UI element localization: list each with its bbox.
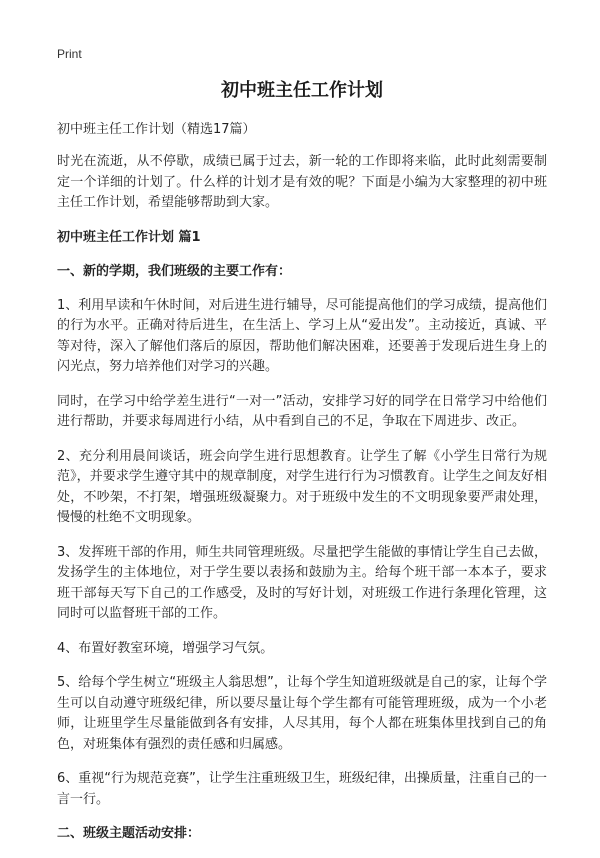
paragraph-4: 3、发挥班干部的作用，师生共同管理班级。尽量把学生能做的事情让学生自己去做，发扬学生的主体地位，对于学生要以表扬和鼓励为主。给每个班干部一本本子，要求班干部每天写下自己的工作感受，及时的写好计划，对班级工作进行条理化管理，这同时可以监督班干部的工作。 bbox=[57, 544, 547, 621]
document-title: 初中班主任工作计划 bbox=[221, 80, 383, 101]
print-link[interactable]: Print bbox=[57, 47, 82, 61]
paragraph-6: 5、给每个学生树立“班级主人翁思想”，让每个学生知道班级就是自己的家，让每个学生可以自动遵守班级纪律，所以要尽量让每个学生都有可能管理班级，成为一个小老师，让班里学生尽量能做到各有安排，人尽其用，每个人都在班集体里找到自己的角色，对班集体有强烈的责任感和归属感。 bbox=[57, 675, 547, 752]
document-subtitle: 初中班主任工作计划（精选17篇） bbox=[57, 122, 256, 137]
heading-activities: 二、班级主题活动安排： bbox=[57, 826, 201, 841]
paragraph-1: 1、利用早读和午休时间，对后进生进行辅导，尽可能提高他们的学习成绩，提高他们的行为水平。正确对待后进生，在生活上、学习上从“爱出发”。主动接近，真诚、平等对待，深入了解他们落后的原因，帮助他们解决困难，还要善于发现后进生身上的闪光点，努力培养他们对学习的兴趣。 bbox=[57, 297, 547, 374]
intro-paragraph: 时光在流逝，从不停歇，成绩已属于过去，新一轮的工作即将来临，此时此刻需要制定一个详细的计划了。什么样的计划才是有效的呢？下面是小编为大家整理的初中班主任工作计划，希望能够帮助到大家。 bbox=[57, 154, 547, 210]
document-body bbox=[57, 78, 547, 858]
paragraph-3: 2、充分利用晨间谈话，班会向学生进行思想教育。让学生了解《小学生日常行为规范》，并要求学生遵守其中的规章制度，对学生进行行为习惯教育。让学生之间友好相处，不吵架，不打架，增强班级凝聚力。对于班级中发生的不文明现象要严肃处理，慢慢的杜绝不文明现象。 bbox=[57, 448, 547, 525]
paragraph-2: 同时，在学习中给学差生进行“一对一”活动，安排学习好的同学在日常学习中给他们进行帮助，并要求每周进行小结，从中看到自己的不足，争取在下周进步、改正。 bbox=[57, 393, 547, 429]
section-title: 初中班主任工作计划 篇1 bbox=[57, 229, 201, 245]
heading-main-tasks: 一、新的学期，我们班级的主要工作有： bbox=[57, 263, 292, 279]
paragraph-5: 4、布置好教室环境，增强学习气氛。 bbox=[57, 640, 274, 656]
paragraph-7: 6、重视“行为规范竞赛”，让学生注重班级卫生，班级纪律，出操质量，注重自己的一言一行。 bbox=[57, 771, 547, 807]
